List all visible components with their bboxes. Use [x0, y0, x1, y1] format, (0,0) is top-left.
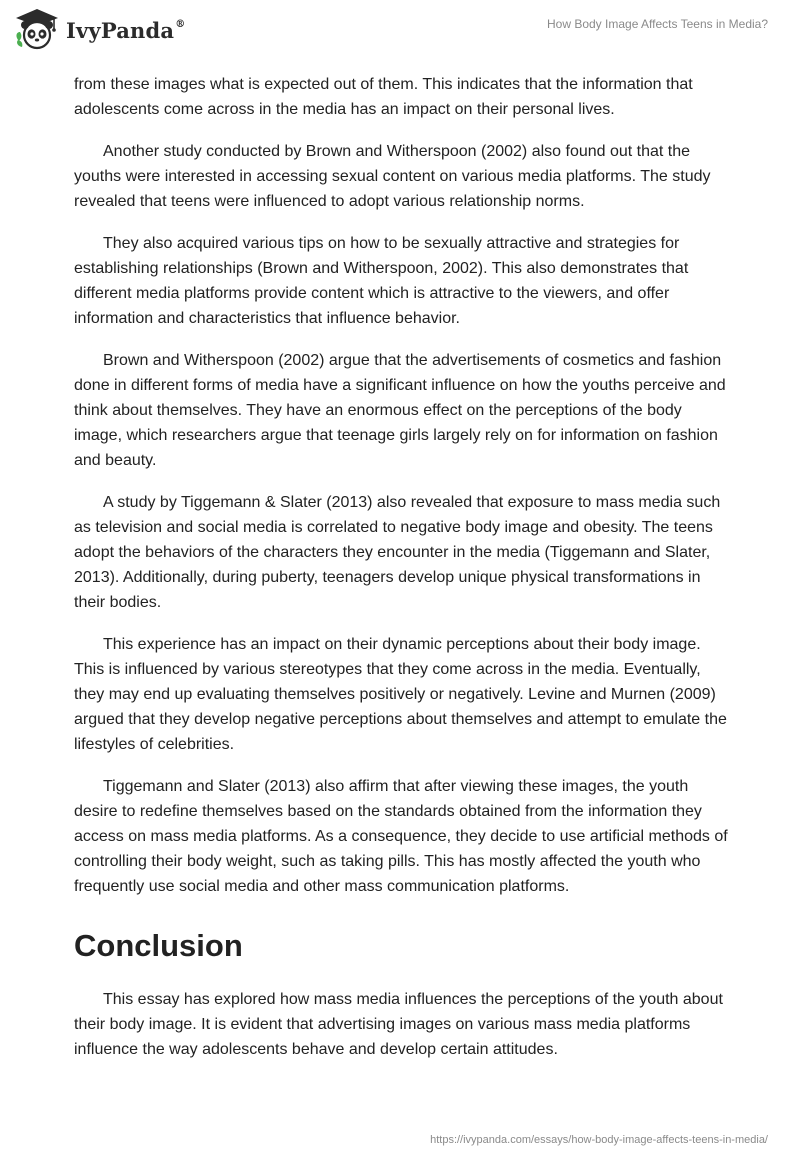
source-url[interactable]: https://ivypanda.com/essays/how-body-image-affects-teens-in-media/: [430, 1134, 768, 1146]
paragraph: This experience has an impact on their dynamic perceptions about their body image. This is influenced by various stereotypes that they come across in the media. Eventually, they may end up evaluating themselves positively or negatively. Levine and Murnen (2009) argued that they develop negative perceptions about themselves and attempt to emulate the lifestyles of celebrities.: [74, 636, 727, 753]
paragraph: Another study conducted by Brown and Witherspoon (2002) also found out that the youths were interested in accessing sexual content on various media platforms. The study revealed that teens were influenced to adopt various relationship norms.: [74, 143, 711, 210]
conclusion-heading: Conclusion: [74, 928, 243, 963]
brand-text: IvyPanda: [66, 17, 175, 43]
paragraph: Tiggemann and Slater (2013) also affirm that after viewing these images, the youth desire to redefine themselves based on the standards obtained from the information they access on mass media platforms. As a consequence, they decide to use artificial methods of controlling their body weight, such as taking pills. This has mostly affected the youth who frequently use social media and other mass communication platforms.: [74, 778, 728, 895]
article-body: [74, 72, 734, 1079]
conclusion-paragraph: This essay has explored how mass media influences the perceptions of the youth about their body image. It is evident that advertising images on various mass media platforms influence the way adolescents behave and develop certain attitudes.: [74, 991, 723, 1058]
ivypanda-logo[interactable]: [14, 7, 185, 51]
panda-graduate-logo-icon: [14, 7, 60, 51]
page-header: [0, 0, 800, 66]
registered-mark: ®: [175, 18, 186, 30]
brand-name: [66, 18, 185, 43]
paragraph: Brown and Witherspoon (2002) argue that the advertisements of cosmetics and fashion done in different forms of media have a significant influence on how the youths perceive and think about themselves. They have an enormous effect on the perceptions of the body image, which researchers argue that teenage girls largely rely on for information on fashion and beauty.: [74, 352, 726, 469]
paragraph: A study by Tiggemann & Slater (2013) also revealed that exposure to mass media such as television and social media is correlated to negative body image and obesity. The teens adopt the behaviors of the characters they encounter in the media (Tiggemann and Slater, 2013). Additionally, during puberty, teenagers develop unique physical transformations in their bodies.: [74, 494, 721, 611]
running-title: How Body Image Affects Teens in Media?: [546, 17, 768, 31]
paragraph-continued: from these images what is expected out of them. This indicates that the information that adolescents come across in the media has an impact on their personal lives.: [74, 76, 693, 118]
paragraph: They also acquired various tips on how to be sexually attractive and strategies for establishing relationships (Brown and Witherspoon, 2002). This also demonstrates that different media platforms provide content which is attractive to the viewers, and offer information and characteristics that influence behavior.: [74, 235, 689, 327]
